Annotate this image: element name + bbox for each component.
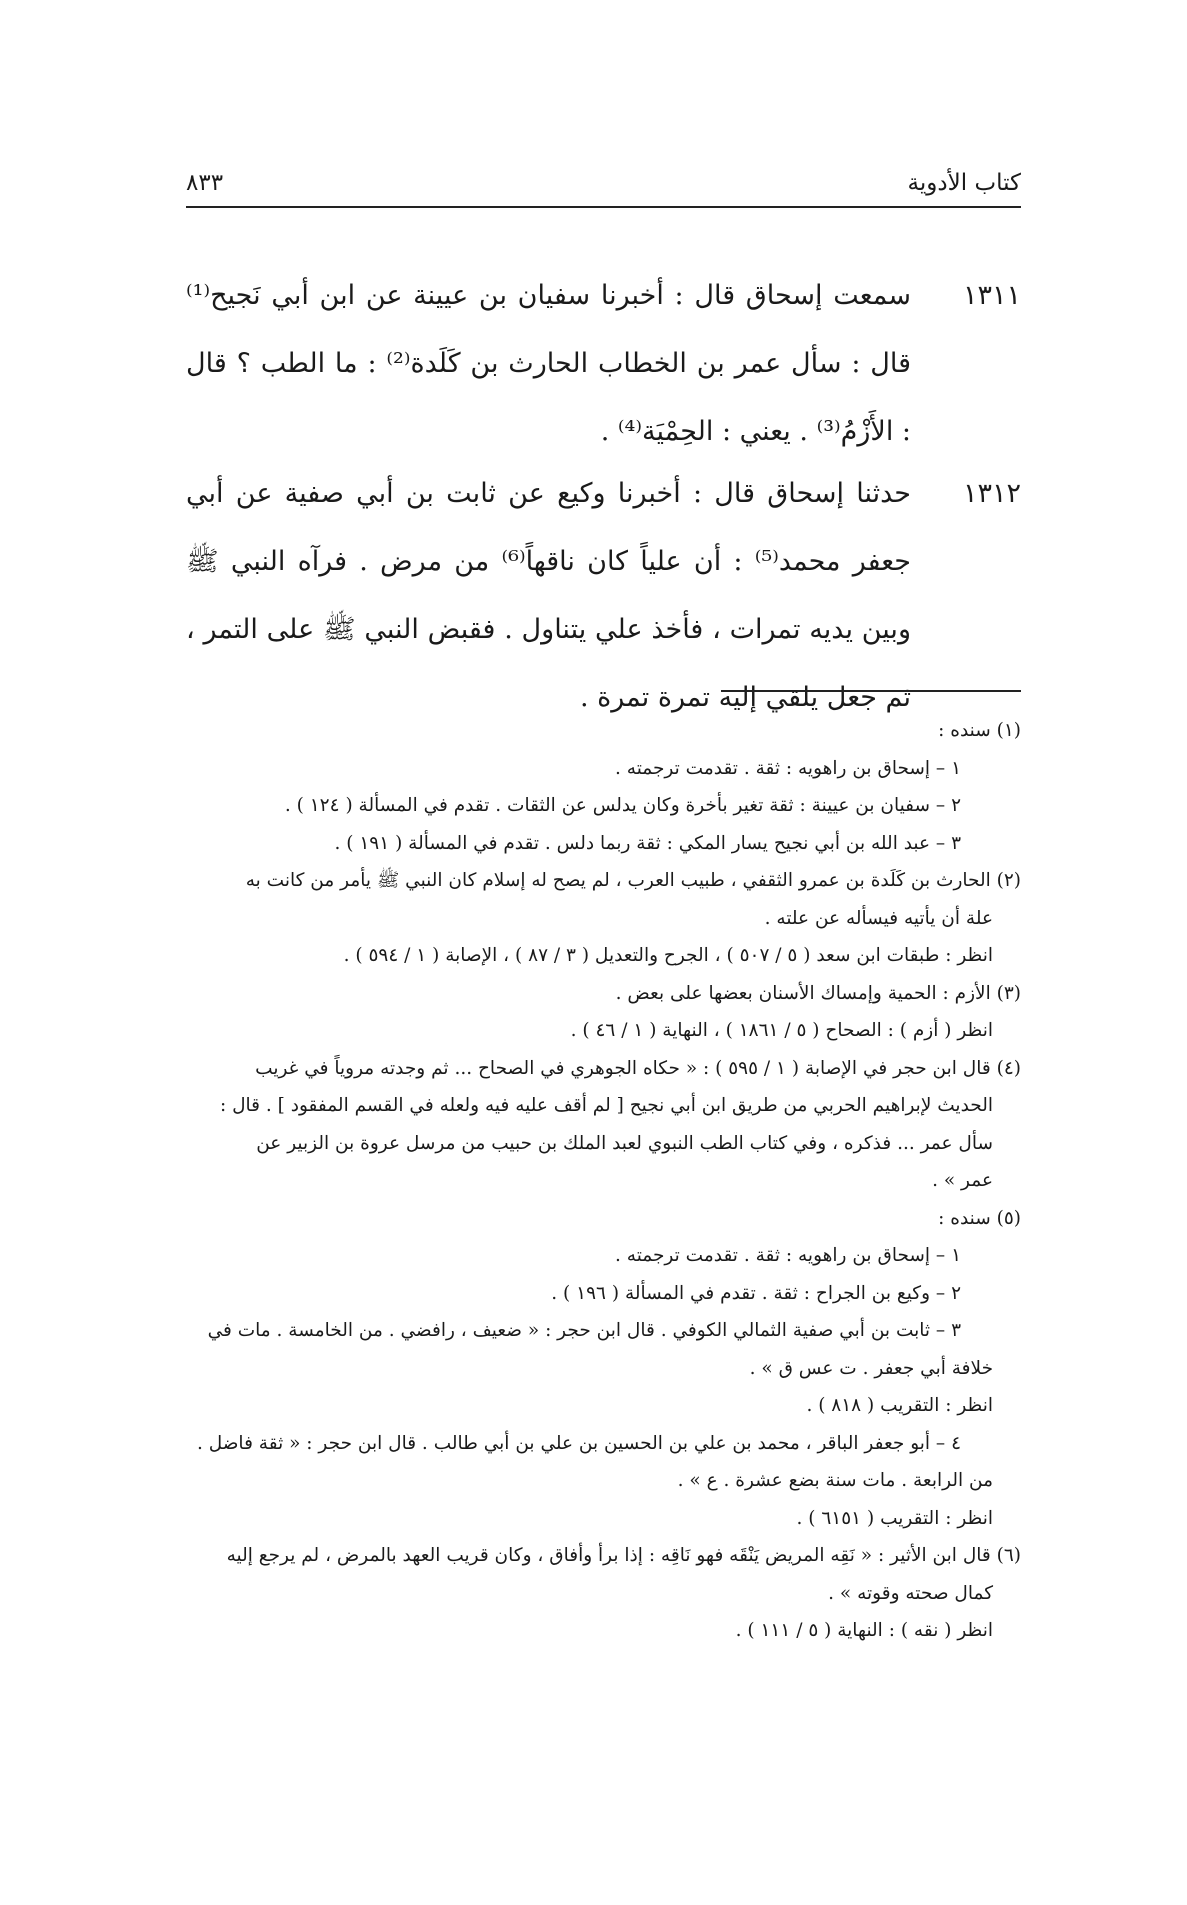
footnote-line: خلافة أبي جعفر . ت عس ق » . — [749, 1357, 993, 1379]
page-number: ٨٣٣ — [186, 170, 224, 196]
footnote-line: من الرابعة . مات سنة بضع عشرة . ع » . — [677, 1470, 993, 1491]
footnote-separator — [721, 690, 1021, 692]
hadith-number: ١٣١٢ — [962, 478, 1021, 509]
footnote-line: علة أن يأتيه فيسأله عن علته . — [764, 907, 993, 929]
footnote-line: ٢ – سفيان بن عيينة : ثقة تغير بأخرة وكان يدلس عن الثقات . تقدم في المسألة ( ١٢٤ ) . — [284, 795, 961, 816]
footnote-line: انظر : طبقات ابن سعد ( ٥ / ٥٠٧ ) ، الجرح والتعديل ( ٣ / ٨٧ ) ، الإصابة ( ١ / ٥٩٤ ) . — [343, 945, 993, 966]
footnote-line: (٤) قال ابن حجر في الإصابة ( ١ / ٥٩٥ ) : « حكاه الجوهري في الصحاح ... ثم وجدته مروياً في غريب — [255, 1057, 1021, 1079]
footnote-line: ١ – إسحاق بن راهويه : ثقة . تقدمت ترجمته . — [615, 1245, 961, 1266]
footnote-line: (٥) سنده : — [938, 1207, 1021, 1229]
footnote-line: انظر ( نقه ) : النهاية ( ٥ / ١١١ ) . — [735, 1620, 993, 1641]
footnote-line: انظر ( أزم ) : الصحاح ( ٥ / ١٨٦١ ) ، النهاية ( ١ / ٤٦ ) . — [570, 1020, 993, 1041]
footnote-line: ٤ – أبو جعفر الباقر ، محمد بن علي بن الحسين بن علي بن أبي طالب . قال ابن حجر : « ثقة فاضل . — [196, 1432, 961, 1454]
footnote-line: انظر : التقريب ( ٨١٨ ) . — [806, 1395, 993, 1416]
page-header — [186, 170, 1021, 208]
hadith-number: ١٣١١ — [962, 280, 1021, 311]
footnote-line: ٣ – ثابت بن أبي صفية الثمالي الكوفي . قال ابن حجر : « ضعيف ، رافضي . من الخامسة . مات في — [207, 1320, 961, 1341]
book-title: كتاب الأدوية — [907, 170, 1021, 196]
footnote-line: ١ – إسحاق بن راهويه : ثقة . تقدمت ترجمته . — [615, 757, 961, 779]
hadith-text: سمعت إسحاق قال : أخبرنا سفيان بن عيينة عن ابن أبي نَجيح⁽¹⁾ قال : سأل عمر بن الخطاب الحارث بن كَلَدة⁽²⁾ : ما الطب ؟ قال : الأَزْمُ⁽³⁾ . يعني : الحِمْيَة⁽⁴⁾ . — [186, 280, 911, 447]
footnote-line: انظر : التقريب ( ٦١٥١ ) . — [796, 1507, 993, 1529]
footnote-line: عمر » . — [932, 1170, 993, 1191]
footnote-line: الحديث لإبراهيم الحربي من طريق ابن أبي نجيح [ لم أقف عليه فيه ولعله في القسم المفقود ] . قال : — [219, 1095, 993, 1116]
footnote-line: (٦) قال ابن الأثير : « نَقِه المريض يَنْقَه فهو نَاقِه : إذا برأ وأفاق ، وكان قريب العهد بالمرض ، لم يرجع إليه — [226, 1545, 1021, 1566]
footnote-line: (٣) الأزم : الحمية وإمساك الأسنان بعضها على بعض . — [615, 982, 1021, 1004]
footnote-line: كمال صحته وقوته » . — [828, 1582, 993, 1604]
footnote-line: (٢) الحارث بن كَلَدة بن عمرو الثقفي ، طبيب العرب ، لم يصح له إسلام كان النبي ﷺ يأمر من كانت به — [245, 870, 1021, 891]
footnote-line: سأل عمر ... فذكره ، وفي كتاب الطب النبوي لعبد الملك بن حبيب من مرسل عروة بن الزبير عن — [256, 1132, 993, 1154]
footnotes — [186, 712, 1021, 1650]
footnote-line: ٢ – وكيع بن الجراح : ثقة . تقدم في المسألة ( ١٩٦ ) . — [551, 1282, 961, 1304]
footnote-line: ٣ – عبد الله بن أبي نجيح يسار المكي : ثقة ربما دلس . تقدم في المسألة ( ١٩١ ) . — [334, 832, 961, 854]
hadith-text: حدثنا إسحاق قال : أخبرنا وكيع عن ثابت بن أبي صفية عن أبي جعفر محمد⁽⁵⁾ : أن علياً كان ناقهاً⁽⁶⁾ من مرض . فرآه النبي ﷺ وبين يديه تمرات ، فأخذ علي يتناول . فقبض النبي ﷺ على التمر ، ثم جعل يلقي إليه تمرة تمرة . — [186, 478, 911, 713]
hadith-1311 — [186, 262, 1021, 466]
footnote-line: (١) سنده : — [938, 720, 1021, 741]
